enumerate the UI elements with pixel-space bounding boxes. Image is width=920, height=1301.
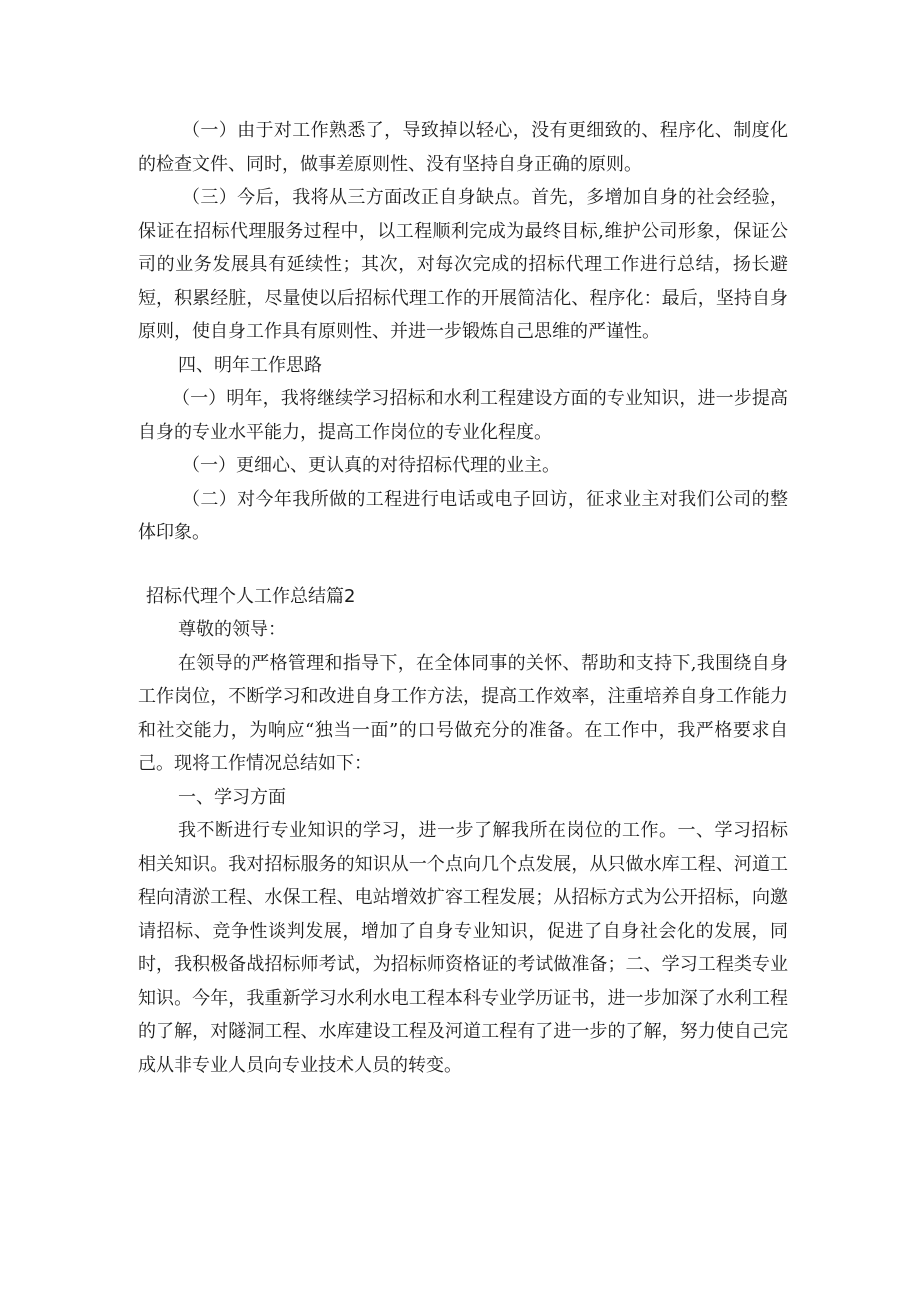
- paragraph-continue-learning: （一）明年，我将继续学习招标和水利工程建设方面的专业知识，进一步提高自身的专业水平能力，提高工作岗位的专业化程度。: [138, 388, 788, 443]
- paragraph-lack-of-care: （一）由于对工作熟悉了，导致掉以轻心，没有更细致的、程序化、制度化的检查文件、同时，做事差原则性、没有坚持自身正确的原则。: [138, 120, 788, 175]
- paragraph-phone-followup: （二）对今年我所做的工程进行电话或电子回访，征求业主对我们公司的整体印象。: [138, 488, 788, 543]
- heading-next-year-plan: 四、明年工作思路: [178, 354, 322, 376]
- paragraph-learning-detail: 我不断进行专业知识的学习，进一步了解我所在岗位的工作。一、学习招标相关知识。我对招标服务的知识从一个点向几个点发展，从只做水库工程、河道工程向清淤工程、水保工程、电站增效扩容工程发展；从招标方式为公开招标，向邀请招标、竞争性谈判发展，增加了自身专业知识，促进了自身社会化的发展，同时，我积极备战招标师考试，为招标师资格证的考试做准备；二、学习工程类专业知识。今年，我重新学习水利水电工程本科专业学历证书，进一步加深了水利工程的了解，对隧洞工程、水库建设工程及河道工程有了进一步的了解，努力使自己完成从非专业人员向专业技术人员的转变。: [138, 820, 788, 1076]
- section-title: 招标代理个人工作总结篇2: [146, 585, 356, 607]
- heading-learning: 一、学习方面: [178, 786, 286, 808]
- paragraph-improvement-plan: （三）今后，我将从三方面改正自身缺点。首先，多增加自身的社会经验，保证在招标代理服务过程中，以工程顺利完成为最终目标,维护公司形象，保证公司的业务发展具有延续性；其次，对每次完成的招标代理工作进行总结，扬长避短，积累经脏，尽量使以后招标代理工作的开展简洁化、程序化：最后，坚持自身原则，使自身工作具有原则性、并进一步锻炼自己思维的严谨性。: [138, 187, 788, 342]
- greeting: 尊敬的领导：: [178, 619, 286, 640]
- paragraph-more-careful: （一）更细心、更认真的对待招标代理的业主。: [182, 455, 560, 476]
- paragraph-intro: 在领导的严格管理和指导下，在全体同事的关怀、帮助和支持下,我围绕自身工作岗位，不断学习和改进自身工作方法，提高工作效率，注重培养自身工作能力和社交能力，为响应“独当一面”的口号做充分的准备。在工作中，我严格要求自己。现将工作情况总结如下：: [138, 652, 788, 774]
- document-body: [138, 114, 788, 1082]
